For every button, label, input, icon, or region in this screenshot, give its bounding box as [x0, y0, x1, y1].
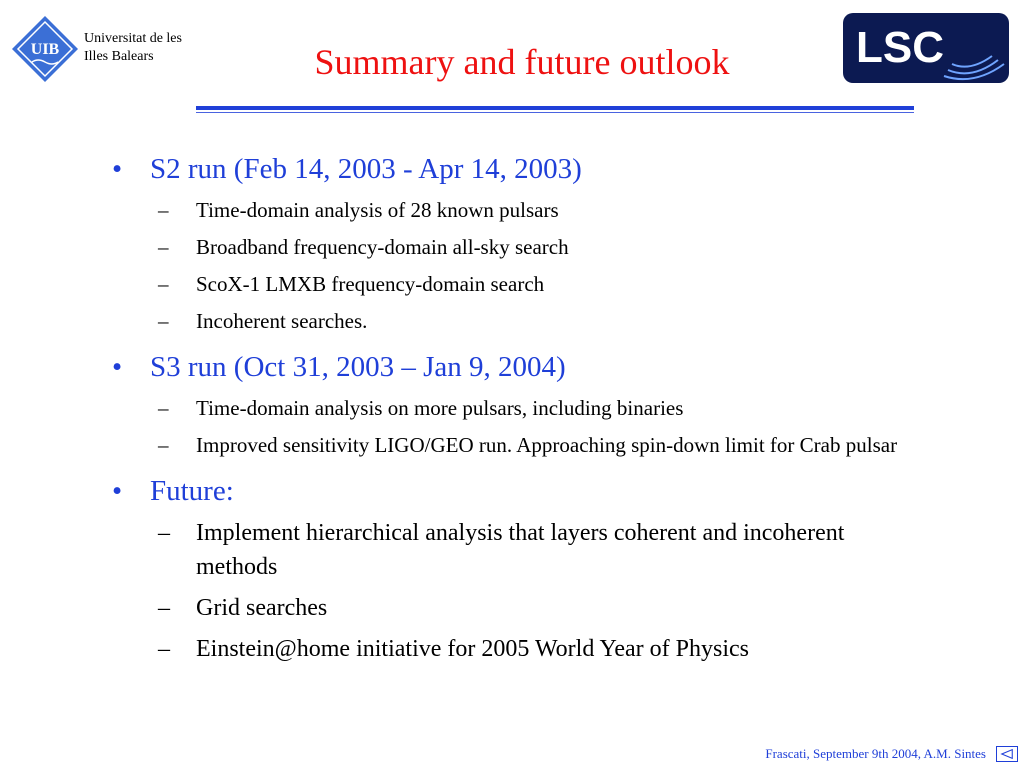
sub-item: – Grid searches [112, 591, 912, 625]
slide-footer: Frascati, September 9th 2004, A.M. Sintes [765, 746, 986, 761]
sub-item: – Implement hierarchical analysis that layers coherent and incoherent methods [112, 516, 912, 584]
university-name-line1: Universitat de les [84, 31, 182, 46]
sub-item: – Time-domain analysis on more pulsars, including binaries [112, 392, 912, 424]
bullet-heading: Future: [150, 475, 234, 507]
dash-icon: – [158, 198, 169, 222]
slide-title: Summary and future outlook [314, 42, 730, 82]
bullet-future [112, 472, 912, 510]
dash-icon: – [158, 396, 169, 420]
dash-icon: – [158, 309, 169, 333]
title-divider [196, 106, 914, 114]
dash-icon: – [158, 636, 170, 662]
dash-icon: – [158, 520, 170, 546]
bullet-icon: • [112, 475, 123, 507]
dash-icon: – [158, 272, 169, 296]
university-name-line2: Illes Balears [84, 49, 154, 64]
navigation-back-icon[interactable] [996, 746, 1018, 762]
dash-icon: – [158, 433, 169, 457]
sub-item: – Time-domain analysis of 28 known pulsars [112, 194, 912, 226]
sub-item: – Einstein@home initiative for 2005 World Year of Physics [112, 632, 912, 666]
bullet-s2-run [112, 150, 912, 188]
bullet-icon: • [112, 153, 123, 185]
bullet-heading: S3 run (Oct 31, 2003 – Jan 9, 2004) [150, 351, 566, 383]
bullet-icon: • [112, 351, 123, 383]
sub-item: – Broadband frequency-domain all-sky search [112, 231, 912, 263]
slide-content [112, 150, 912, 673]
lsc-logo [842, 12, 1010, 84]
dash-icon: – [158, 235, 169, 259]
dash-icon: – [158, 595, 170, 621]
lsc-logo-text: LSC [856, 23, 944, 72]
bullet-heading: S2 run (Feb 14, 2003 - Apr 14, 2003) [150, 153, 582, 185]
sub-item: – Improved sensitivity LIGO/GEO run. Approaching spin-down limit for Crab pulsar [112, 429, 912, 461]
bullet-s3-run [112, 348, 912, 386]
sub-item: – Incoherent searches. [112, 305, 912, 337]
uib-logo-text: UIB [30, 41, 60, 58]
sub-item: – ScoX-1 LMXB frequency-domain search [112, 268, 912, 300]
